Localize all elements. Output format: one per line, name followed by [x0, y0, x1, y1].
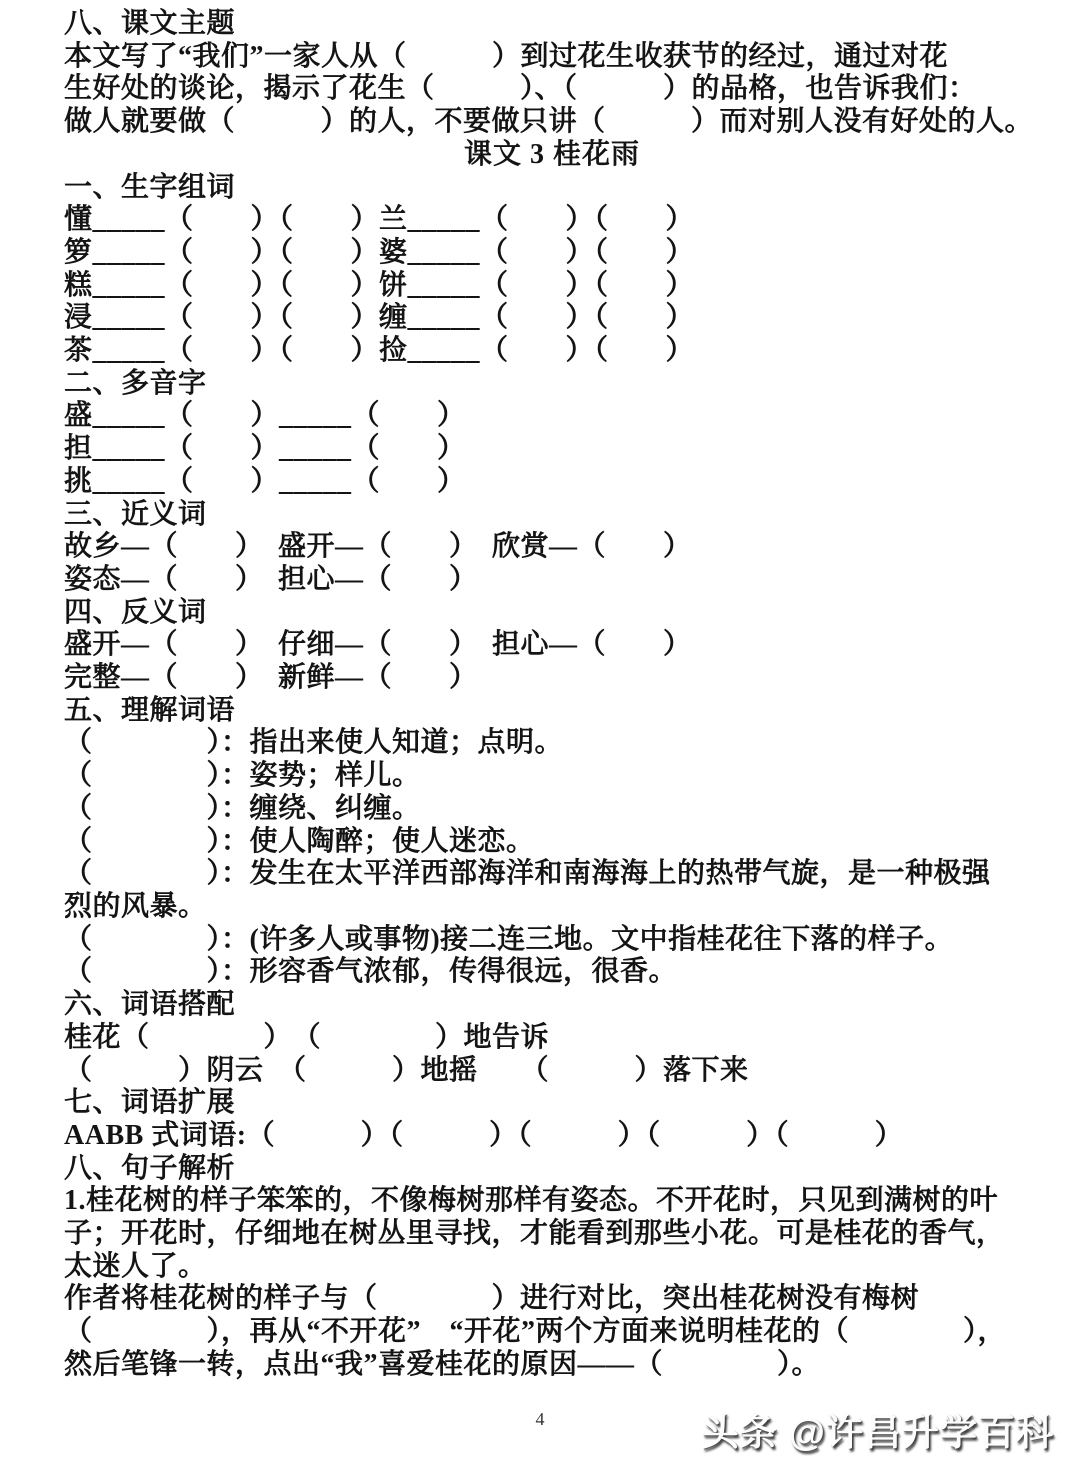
theme-line: 生好处的谈论，揭示了花生（ ）、（ ）的品格，也告诉我们：: [64, 73, 977, 105]
section-heading-polyphone: 二、多音字: [64, 367, 207, 399]
analysis-line: 子；开花时，仔细地在树丛里寻找，才能看到那些小花。可是桂花的香气，: [64, 1218, 1005, 1250]
polyphone-row: 担_____（ ）_____（ ）: [64, 433, 466, 465]
antonym-row: 完整—（ ） 新鲜—（ ）: [64, 662, 478, 694]
page-number: 4: [535, 1409, 545, 1429]
word-row: 箩_____（ ）（ ）婆_____（ ）（ ）: [64, 236, 695, 268]
word-row: 懂_____（ ）（ ）兰_____（ ）（ ）: [64, 204, 695, 236]
lesson-title: 课文 3 桂花雨: [463, 138, 640, 170]
watermark: 头条 @许昌升学百科: [701, 1412, 1054, 1453]
analysis-line: （ ），再从“不开花” “开花”两个方面来说明桂花的（ ），: [64, 1316, 1007, 1348]
section-heading-antonyms: 四、反义词: [64, 596, 207, 628]
definition-row: （ ）：使人陶醉；使人迷恋。: [64, 825, 535, 857]
section-heading-analysis: 八、句子解析: [64, 1152, 236, 1184]
theme-line: 做人就要做（ ）的人，不要做只讲（ ）而对别人没有好处的人。: [64, 106, 1034, 138]
analysis-line: 作者将桂花树的样子与（ ）进行对比，突出桂花树没有梅树: [64, 1283, 920, 1315]
collocation-row: 桂花（ ） （ ）地告诉: [64, 1021, 550, 1053]
section-heading-theme: 八、课文主题: [64, 8, 236, 39]
collocation-row: （ ）阴云 （ ）地摇 （ ）落下来: [64, 1054, 749, 1086]
word-row: 糕_____（ ）（ ）饼_____（ ）（ ）: [64, 269, 695, 301]
theme-line: 本文写了“我们”一家人从（ ）到过花生收获节的经过，通过对花: [64, 40, 949, 72]
polyphone-row: 盛_____（ ）_____（ ）: [64, 400, 466, 432]
antonym-row: 盛开—（ ） 仔细—（ ） 担心—（ ）: [64, 629, 692, 661]
word-row: 浸_____（ ）（ ）缠_____（ ）（ ）: [64, 302, 695, 334]
definition-row: （ ）：发生在太平洋西部海洋和南海海上的热带气旋，是一种极强: [64, 858, 991, 890]
polyphone-row: 挑_____（ ）_____（ ）: [64, 465, 466, 497]
synonym-row: 姿态—（ ） 担心—（ ）: [64, 563, 478, 595]
section-heading-definitions: 五、理解词语: [64, 694, 236, 726]
section-heading-expansion: 七、词语扩展: [64, 1087, 236, 1119]
section-heading-words: 一、生字组词: [64, 171, 236, 203]
definition-row: （ ）：形容香气浓郁，传得很远，很香。: [64, 956, 678, 988]
definition-row: （ ）：缠绕、纠缠。: [64, 792, 421, 824]
worksheet-content: [64, 8, 1040, 1382]
definition-row: （ ）：姿势；样儿。: [64, 760, 421, 792]
definition-row: （ ）：(许多人或事物)接二连三地。文中指桂花往下落的样子。: [64, 923, 954, 955]
analysis-line: 1.桂花树的样子笨笨的，不像梅树那样有姿态。不开花时，只见到满树的叶: [64, 1185, 999, 1217]
synonym-row: 故乡—（ ） 盛开—（ ） 欣赏—（ ）: [64, 531, 692, 563]
word-row: 茶_____（ ）（ ）捡_____（ ）（ ）: [64, 335, 695, 367]
aabb-row: AABB 式词语:（ ）（ ）（ ）（ ）（ ）: [64, 1119, 904, 1151]
section-heading-synonyms: 三、近义词: [64, 498, 207, 530]
analysis-line: 然后笔锋一转，点出“我”喜爱桂花的原因——（ ）。: [64, 1348, 821, 1380]
definition-row-wrap: 烈的风暴。: [64, 890, 207, 922]
analysis-line: 太迷人了。: [64, 1250, 207, 1282]
section-heading-collocation: 六、词语搭配: [64, 989, 236, 1021]
definition-row: （ ）：指出来使人知道；点明。: [64, 727, 564, 759]
